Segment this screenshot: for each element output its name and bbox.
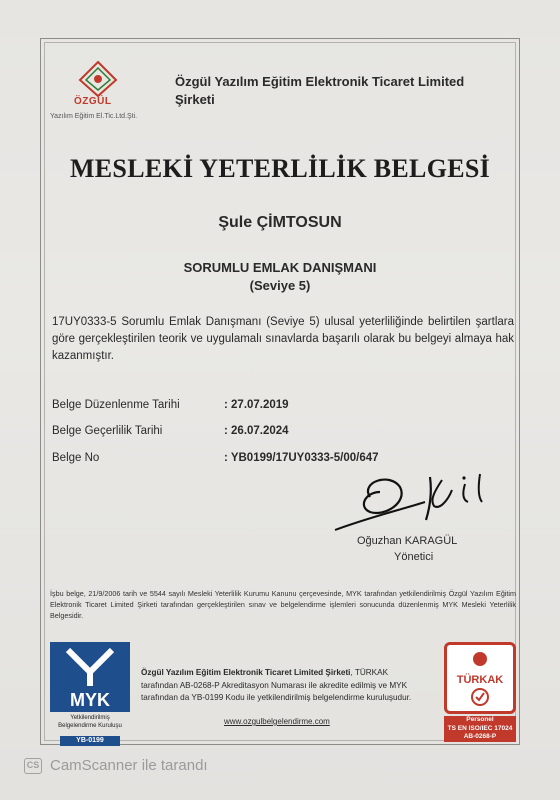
profession-block: [0, 259, 560, 295]
myk-logo-box: [50, 642, 130, 712]
turkak-label-line3: AB-0268-P: [463, 733, 497, 740]
issue-date-value: : 27.07.2019: [224, 399, 289, 411]
legal-footnote: İşbu belge, 21/9/2006 tarih ve 5544 sayılı Mesleki Yeterlilik Kurumu Kanunu çerçevesinde, MYK tarafından yetkilendirilmiş Özgül Yazılım Eğitim Elektronik Ticaret Limited Şirketi tarafından gerçekleştirilen sınav ve belgelendirme işlemleri sonucunda düzenlenmiş MYK Mesleki Yeterlilik Belgesidir.: [50, 589, 516, 620]
signatory-role: Yönetici: [394, 551, 434, 563]
turkak-logo-box: [444, 642, 516, 714]
turkak-emblem-icon: [447, 645, 513, 711]
qualification-statement: 17UY0333-5 Sorumlu Emlak Danışmanı (Seviye 5) ulusal yeterliliğinde belirtilen şartlara göre gerçekleştirilen teorik ve uygulamalı sınavlarda başarılı olarak bu belgeyi almaya hak kazanmıştır.: [52, 316, 514, 362]
signatory-name: Oğuzhan KARAGÜL: [357, 535, 458, 547]
accreditation-text: [141, 667, 423, 705]
validity-date-value: : 26.07.2024: [224, 425, 289, 437]
turkak-logo-text: TÜRKAK: [456, 674, 504, 686]
certificate-title: MESLEKİ YETERLİLİK BELGESİ: [69, 154, 491, 183]
inner-border: [44, 42, 516, 741]
profession-title: SORUMLU EMLAK DANIŞMANI: [183, 260, 377, 275]
myk-caption-line1: Yetkilendirilmiş: [70, 715, 110, 721]
logo-name: ÖZGÜL: [74, 96, 112, 107]
accreditation-rest: , TÜRKAK tarafından AB-0268-P Akreditasyon Numarası ile akredite edilmiş ve MYK tarafından da YB-0199 Kodu ile yetkilendirilmiş belgelendirme kuruluşudur.: [141, 668, 412, 702]
myk-code: YB-0199: [60, 736, 120, 746]
myk-caption: [50, 714, 130, 730]
myk-emblem-icon: [50, 642, 130, 712]
myk-logo: [50, 642, 130, 746]
validity-date-label: Belge Geçerlilik Tarihi: [52, 425, 163, 437]
turkak-label-line2: TS EN ISO/IEC 17024: [447, 724, 513, 732]
website-link[interactable]: www.ozgulbelgelendirme.com: [224, 717, 330, 726]
holder-name: Şule ÇİMTOSUN: [218, 214, 342, 231]
profession-level: (Seviye 5): [249, 278, 311, 293]
camscanner-watermark: CamScanner ile tarandı: [50, 757, 208, 774]
turkak-label-line1: Personel: [466, 716, 494, 723]
turkak-label: [444, 716, 516, 742]
ozgul-logo-icon: [78, 60, 118, 98]
company-title-line2: Şirketi: [175, 92, 215, 107]
issue-date-label: Belge Düzenlenme Tarihi: [52, 399, 180, 411]
camscanner-icon: CS: [24, 758, 42, 774]
myk-caption-line2: Belgelendirme Kuruluşu: [58, 723, 122, 729]
turkak-logo: [444, 642, 516, 742]
certificate-number-label: Belge No: [52, 452, 100, 464]
signature-icon: [330, 462, 510, 542]
accreditation-company: Özgül Yazılım Eğitim Elektronik Ticaret Limited Şirketi: [141, 668, 351, 677]
myk-logo-text: MYK: [70, 690, 110, 710]
company-title: [175, 73, 505, 109]
logo-subtitle: Yazılım Eğitim El.Tic.Ltd.Şti.: [50, 113, 138, 120]
certificate-number-value: : YB0199/17UY0333-5/00/647: [224, 452, 379, 464]
company-title-line1: Özgül Yazılım Eğitim Elektronik Ticaret Limited: [175, 74, 465, 89]
